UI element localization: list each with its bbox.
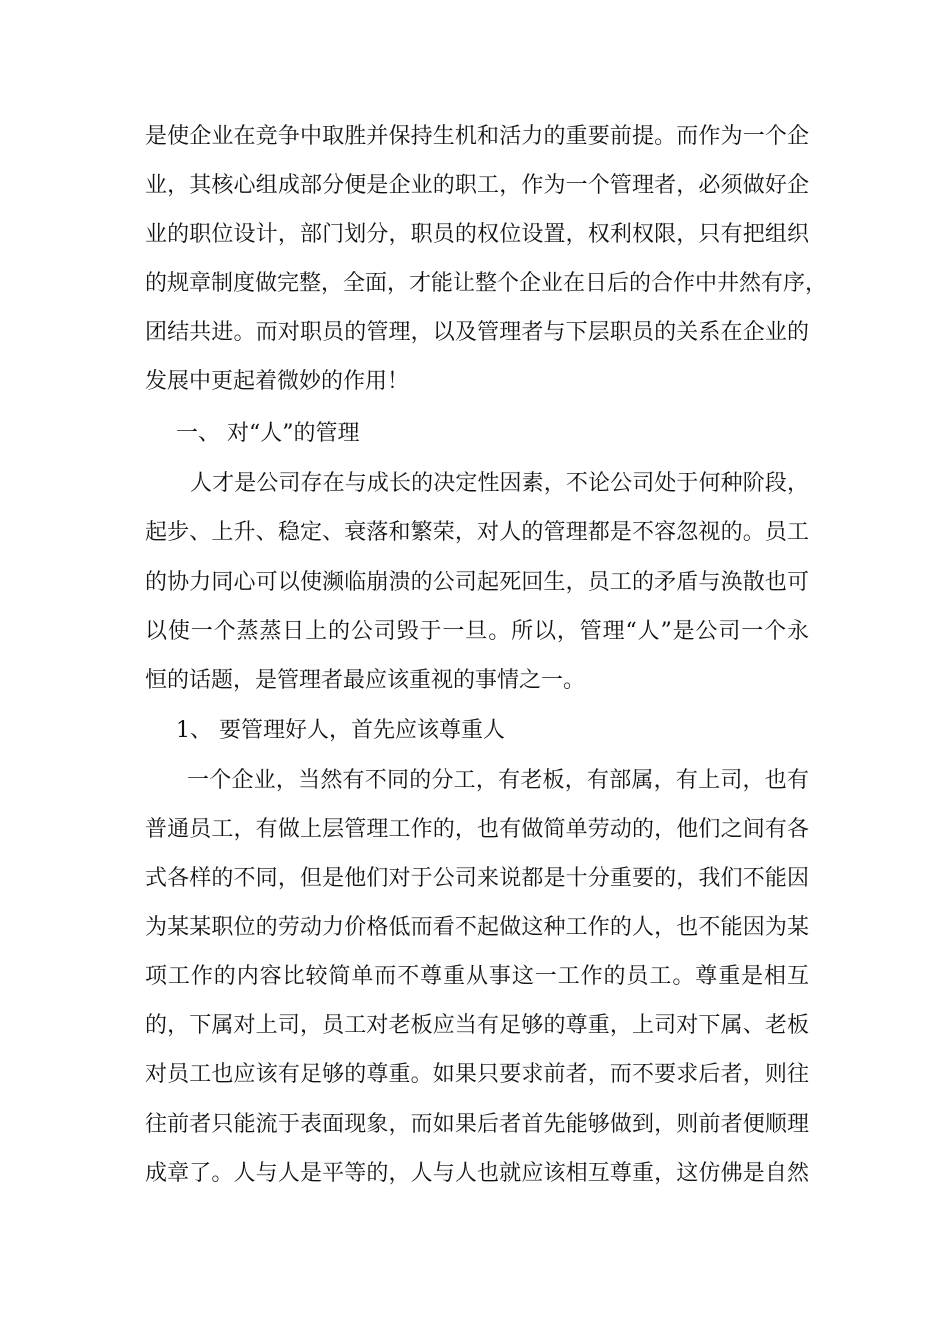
paragraph-line: 项工作的内容比较简单而不尊重从事这一工作的员工。尊重是相互 xyxy=(145,964,809,989)
paragraph-line: 起步、上升、稳定、衰落和繁荣，对人的管理都是不容忽视的。员工 xyxy=(145,520,809,545)
paragraph-line: 对员工也应该有足够的尊重。如果只要求前者，而不要求后者，则往 xyxy=(145,1062,809,1087)
paragraph-line: 一个企业，当然有不同的分工，有老板，有部属，有上司，也有 xyxy=(187,768,809,793)
paragraph-line: 以使一个蒸蒸日上的公司毁于一旦。所以，管理“人”是公司一个永 xyxy=(145,619,809,644)
paragraph-line: 成章了。人与人是平等的，人与人也就应该相互尊重，这仿佛是自然 xyxy=(145,1161,809,1186)
paragraph-line: 团结共进。而对职员的管理，以及管理者与下层职员的关系在企业的 xyxy=(145,320,809,345)
paragraph-line: 普通员工，有做上层管理工作的，也有做简单劳动的，他们之间有各 xyxy=(145,817,809,842)
paragraph-line: 往前者只能流于表面现象，而如果后者首先能够做到，则前者便顺理 xyxy=(145,1112,809,1137)
paragraph-line: 是使企业在竞争中取胜并保持生机和活力的重要前提。而作为一个企 xyxy=(145,124,809,149)
subsection-heading: 1、 要管理好人，首先应该尊重人 xyxy=(176,718,505,743)
paragraph-line: 业的职位设计，部门划分，职员的权位设置，权利权限，只有把组织 xyxy=(145,222,809,247)
paragraph-line: 为某某职位的劳动力价格低而看不起做这种工作的人，也不能因为某 xyxy=(145,915,809,940)
paragraph-line: 发展中更起着微妙的作用！ xyxy=(145,369,410,394)
section-heading: 一、 对“人”的管理 xyxy=(176,421,360,446)
paragraph-line: 式各样的不同，但是他们对于公司来说都是十分重要的，我们不能因 xyxy=(145,866,809,891)
paragraph-line: 的协力同心可以使濒临崩溃的公司起死回生，员工的矛盾与涣散也可 xyxy=(145,570,809,595)
paragraph-line: 的规章制度做完整，全面，才能让整个企业在日后的合作中井然有序， xyxy=(145,271,828,296)
paragraph-line: 人才是公司存在与成长的决定性因素，不论公司处于何种阶段， xyxy=(190,471,809,496)
paragraph-line: 业，其核心组成部分便是企业的职工，作为一个管理者，必须做好企 xyxy=(145,173,809,198)
paragraph-line: 的，下属对上司，员工对老板应当有足够的尊重，上司对下属、老板 xyxy=(145,1013,809,1038)
paragraph-line: 恒的话题，是管理者最应该重视的事情之一。 xyxy=(145,668,586,693)
